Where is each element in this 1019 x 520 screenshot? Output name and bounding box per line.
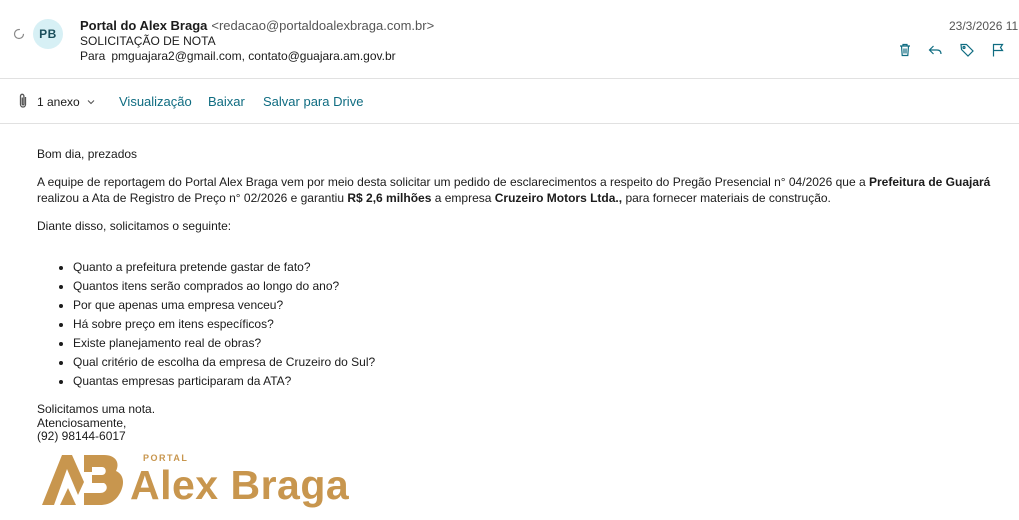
list-item: • Qual critério de escolha da empresa de Cruzeiro do Sul?: [73, 353, 1017, 372]
message-date: 23/3/2026 11: [949, 19, 1019, 33]
chevron-down-icon: [86, 97, 96, 107]
message-body: [37, 146, 1017, 443]
tag-icon: [959, 42, 975, 58]
attachments-toggle[interactable]: [37, 95, 96, 109]
message-header: [0, 0, 1019, 79]
flag-button[interactable]: [988, 40, 1007, 59]
logo-mark-icon: [40, 452, 126, 508]
paperclip-icon: [16, 92, 30, 110]
list-item: • Quantos itens serão comprados ao longo do ano?: [73, 277, 1017, 296]
sender-name[interactable]: Portal do Alex Braga: [80, 18, 208, 33]
list-item: • Há sobre preço em itens específicos?: [73, 315, 1017, 334]
list-item: • Existe planejamento real de obras?: [73, 334, 1017, 353]
list-item: • Por que apenas uma empresa venceu?: [73, 296, 1017, 315]
greeting: Bom dia, prezados: [37, 147, 138, 161]
phone-number: (92) 98144-6017: [37, 429, 126, 443]
paragraph-intro: A equipe de reportagem do Portal Alex Braga vem por meio desta solicitar um pedido de esclarecimentos a respeito do Pregão Presencial n° 04/2026 que a Prefeitura de Guajará realizou a Ata de Registro de Preço n° 02/2026 e garantiu R$ 2,6 milhões a empresa Cruzeiro Motors Ltda., para fornecer materiais de construção.: [37, 175, 991, 205]
sign-off: Atenciosamente, (92) 98144-6017: [37, 416, 127, 443]
preview-link[interactable]: Visualização: [119, 94, 192, 109]
tag-button[interactable]: [957, 40, 976, 59]
bold-value: R$ 2,6 milhões: [347, 191, 432, 205]
closing-line: Solicitamos uma nota.: [37, 402, 156, 416]
delete-button[interactable]: [895, 40, 914, 59]
paragraph-request: Diante disso, solicitamos o seguinte:: [37, 219, 232, 233]
logo-portal-text: PORTAL: [143, 453, 189, 463]
avatar[interactable]: PB: [33, 19, 63, 49]
attachment-bar: [0, 79, 1019, 124]
bold-prefeitura: Prefeitura de Guajará: [868, 175, 991, 189]
sender-email: <redacao@portaldoalexbraga.com.br>: [211, 18, 435, 33]
attachment-count: 1 anexo: [37, 95, 80, 109]
save-to-drive-link[interactable]: Salvar para Drive: [263, 94, 364, 109]
trash-icon: [897, 42, 913, 58]
list-item: • Quanto a prefeitura pretende gastar de fato?: [73, 258, 1017, 277]
message-actions: [895, 40, 1007, 59]
flag-icon: [990, 42, 1006, 58]
select-circle-icon[interactable]: [13, 28, 25, 40]
sender-line: [80, 18, 434, 33]
recipients-line: [80, 49, 396, 63]
reply-icon: [927, 42, 944, 58]
download-link[interactable]: Baixar: [208, 94, 245, 109]
reply-button[interactable]: [926, 40, 945, 59]
questions-list: [37, 258, 1017, 391]
portal-logo: [40, 450, 360, 510]
recipients[interactable]: pmguajara2@gmail.com, contato@guajara.am.gov.br: [111, 49, 396, 63]
logo-name-text: Alex Braga: [130, 462, 350, 508]
bold-company: Cruzeiro Motors Ltda.,: [494, 191, 623, 205]
message-subject: SOLICITAÇÃO DE NOTA: [80, 34, 216, 48]
list-item: • Quantas empresas participaram da ATA?: [73, 372, 1017, 391]
to-label: Para: [80, 49, 106, 63]
